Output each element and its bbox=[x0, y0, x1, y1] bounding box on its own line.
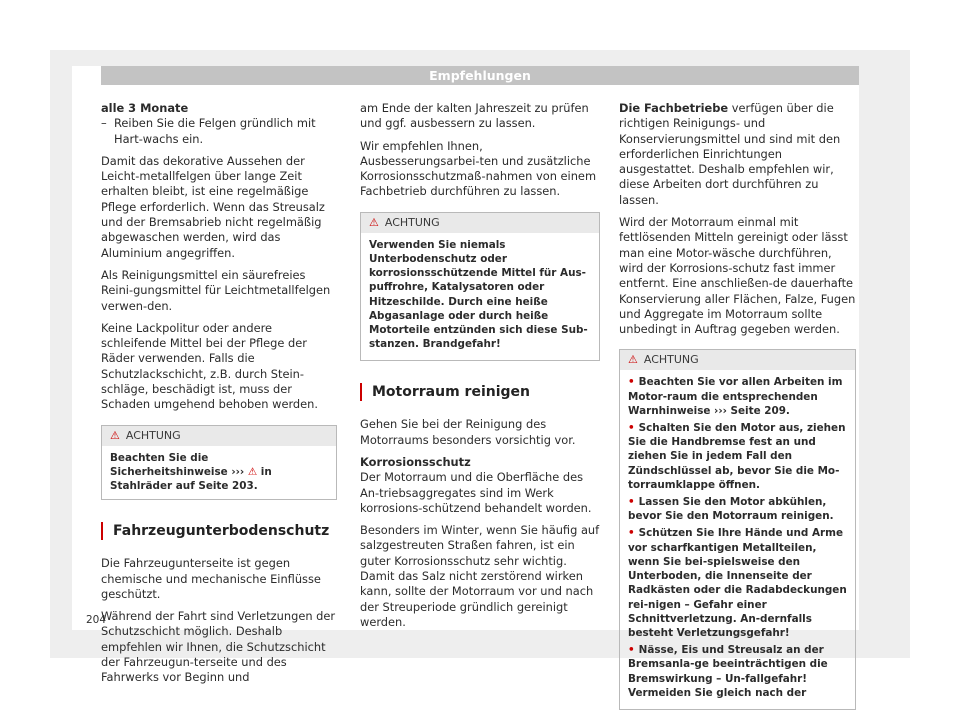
paragraph: am Ende der kalten Jahreszeit zu prüfen und ggf. ausbessern zu lassen. bbox=[360, 101, 589, 131]
warning-bullet-item: • Lassen Sie den Motor abkühlen, bevor Sie den Motorraum reinigen. bbox=[628, 496, 834, 523]
warning-header: ⚠ ACHTUNG bbox=[102, 426, 336, 446]
warning-header: ⚠ ACHTUNG bbox=[361, 213, 599, 233]
paragraph: Als Reinigungsmittel ein säurefreies Reini-gungsmittel für Leichtmetallfelgen verwen-den. bbox=[101, 267, 331, 313]
warning-triangle-icon: ⚠ bbox=[369, 215, 379, 229]
page-number: 204 bbox=[86, 614, 107, 626]
paragraph: Besonders im Winter, wenn Sie häufig auf salzgestreuten Straßen fahren, ist ein guter Korrosionsschutz sehr wichtig. Damit das Salz nicht zerstörend wirken kann, sollte der Motorraum vor und nach der Streuperiode gründlich gereinigt werden. bbox=[360, 523, 600, 629]
warning-header: ⚠ ACHTUNG bbox=[620, 350, 855, 370]
warning-triangle-icon: ⚠ bbox=[628, 353, 638, 367]
paragraph: Wird der Motorraum einmal mit fettlösenden Mitteln gereinigt oder lässt man eine Motor-wäsche durchführen, wird der Korrosions-schutz fast immer entfernt. Eine anschließen-de dauerhafte Konservierung aller Flächen, Falze, Fugen und Aggregate im Motorraum sollte unbedingt in Auftrag gegeben werden. bbox=[619, 215, 856, 337]
column-1 bbox=[101, 101, 337, 693]
warning-box bbox=[101, 425, 337, 501]
column-3 bbox=[619, 101, 856, 724]
paragraph: Während der Fahrt sind Verletzungen der Schutzschicht möglich. Deshalb empfehlen wir Ihnen, die Schutzschicht der Fahrzeugun-terseite und des Fahrwerks vor Beginn und bbox=[101, 609, 336, 685]
section-title: Motorraum reinigen bbox=[360, 383, 600, 401]
paragraph: Damit das dekorative Aussehen der Leicht-metallfelgen über lange Zeit erhalten bleibt, ist eine regelmäßige Pflege erforderlich. Wenn das Streusalz und der Bremsabrieb nicht regelmäßig abgewaschen werden, wird das Aluminium angegriffen. bbox=[101, 153, 325, 260]
paragraph: Keine Lackpolitur oder andere schleifende Mittel bei der Pflege der Räder verwenden. Falls die Schutzlackschicht, z.B. durch Stein-schläge, beschädigt ist, muss der Schaden umgehend behoben werden. bbox=[101, 320, 319, 412]
warning-bullet-item: • Beachten Sie vor allen Arbeiten im Motor-raum die entsprechenden Warnhinweise ››› Seite 209. bbox=[628, 376, 843, 417]
paragraph: Der Motorraum und die Oberfläche des An-triebsaggregates sind im Werk korrosions-schützend behandelt worden. bbox=[360, 470, 592, 515]
warning-bullet-item: • Schützen Sie Ihre Hände und Arme vor scharfkantigen Metallteilen, wenn Sie bei-spielsweise den Unterboden, die Innenseite der Radkästen oder die Radabdeckungen rei-nigen – Gefahr einer Schnittverletzung. An-dernfalls besteht Verletzungsgefahr! bbox=[628, 527, 847, 639]
warning-triangle-icon: ⚠ bbox=[247, 465, 258, 478]
warning-triangle-icon: ⚠ bbox=[110, 428, 120, 442]
section-title: Fahrzeugunterbodenschutz bbox=[101, 522, 337, 540]
warning-bullet-item: • Schalten Sie den Motor aus, ziehen Sie die Handbremse fest an und ziehen Sie in jedem Fall den Zündschlüssel ab, bevor Sie die Mo-torraumklappe öffnen. bbox=[628, 422, 846, 491]
warning-body bbox=[620, 370, 855, 708]
warning-bullet-item: • Nässe, Eis und Streusalz an der Bremsanla-ge beeinträchtigen die Bremswirkung – Un-fallgefahr! Vermeiden Sie gleich nach der bbox=[628, 644, 828, 699]
warning-box bbox=[360, 212, 600, 362]
paragraph: Die Fachbetriebe verfügen über die richtigen Reinigungs- und Konservierungsmittel und sind mit den erforderlichen Einrichtungen ausgestattet. Deshalb empfehlen wir, diese Arbeiten dort durchführen zu lassen. bbox=[619, 101, 841, 207]
interval-heading: alle 3 Monate bbox=[101, 101, 189, 115]
paragraph: Gehen Sie bei der Reinigung des Motorraums besonders vorsichtig vor. bbox=[360, 417, 576, 447]
page-header: Empfehlungen bbox=[101, 66, 859, 85]
paragraph: Die Fahrzeugunterseite ist gegen chemische und mechanische Einflüsse geschützt. bbox=[101, 556, 321, 601]
warning-body: Verwenden Sie niemals Unterbodenschutz oder korrosionsschützende Mittel für Aus-puffrohre, Katalysatoren oder Hitzeschilde. Durch eine heiße Abgasanlage oder durch heiße Motorteile entzünden sich diese Sub-stanzen. Brandgefahr! bbox=[369, 238, 588, 351]
paragraph: Wir empfehlen Ihnen, Ausbesserungsarbei-ten und zusätzliche Korrosionsschutzmaß-nahmen von einem Fachbetrieb durchführen zu lassen. bbox=[360, 138, 597, 199]
cross-reference-link[interactable]: ››› bbox=[231, 465, 245, 478]
warning-box bbox=[619, 349, 856, 709]
column-2 bbox=[360, 101, 600, 637]
subheading: Korrosionsschutz bbox=[360, 455, 471, 469]
dash-list-item: – Reiben Sie die Felgen gründlich mit Hart-wachs ein. bbox=[101, 116, 316, 146]
cross-reference-link[interactable]: ››› Seite 209. bbox=[714, 404, 790, 417]
warning-body: Beachten Sie die Sicherheitshinweise ››› ⚠ in Stahlräder auf Seite 203. bbox=[110, 451, 272, 493]
